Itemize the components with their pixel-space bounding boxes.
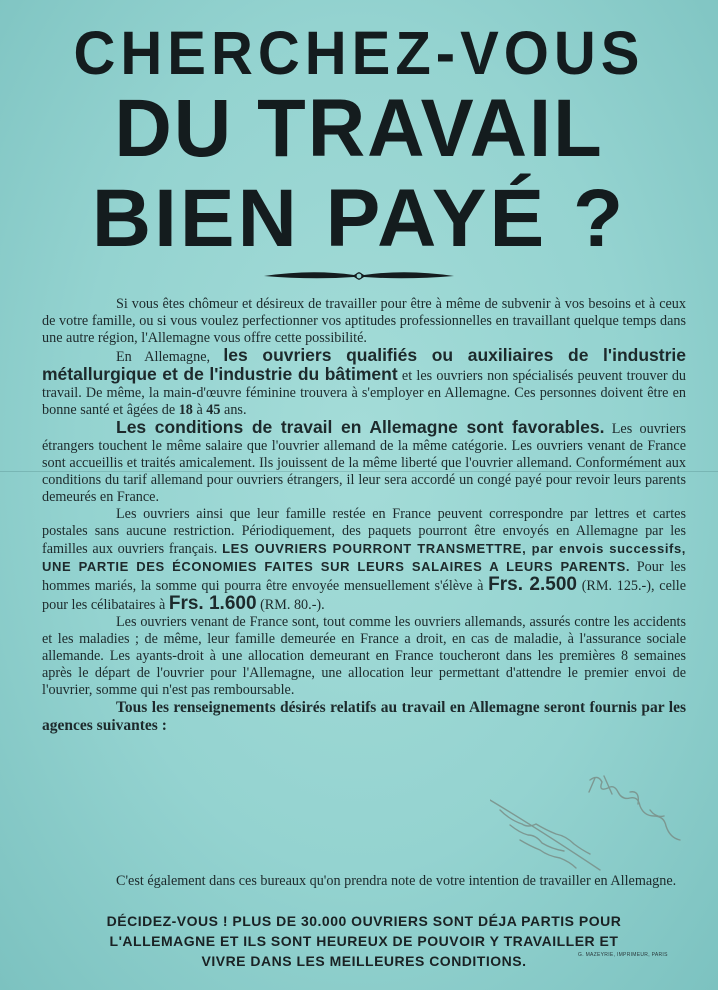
rm-single: (RM. 80.-). <box>260 597 325 613</box>
age-to: 45 <box>206 402 221 418</box>
closing-line-3: VIVRE DANS LES MEILLEURES CONDITIONS. <box>201 953 527 969</box>
closing-line-2: L'ALLEMAGNE ET ILS SONT HEUREUX DE POUVOIR Y TRAVAILLER ET <box>109 933 619 949</box>
workers-bold: les ouvriers qualifiés ou auxiliaires de l'industrie métallurgique et de l'industrie du bâtiment <box>42 345 686 384</box>
printer-credit: G. MAZEYRIE, IMPRIMEUR, PARIS <box>578 952 668 958</box>
age-unit: ans. <box>224 402 247 418</box>
handwritten-note <box>490 770 690 880</box>
married-text: Pour les hommes mariés, la somme qui pourra être envoyée mensuellement s'élève à <box>42 559 686 594</box>
workers-intro: En Allemagne, <box>116 349 211 365</box>
title-line-1: CHERCHEZ-VOUS <box>73 19 645 88</box>
paragraph-agencies: Tous les renseignements désirés relatifs au travail en Allemagne seront fournis par les agences suivantes : <box>42 699 686 734</box>
paragraph-savings <box>42 506 686 614</box>
paragraph-conditions <box>42 419 686 506</box>
closing-line-1: DÉCIDEZ-VOUS ! PLUS DE 30.000 OUVRIERS SONT DÉJA PARTIS POUR <box>106 913 622 929</box>
ornament-divider <box>262 266 456 286</box>
conditions-rest: Les ouvriers étrangers touchent le même salaire que l'ouvrier allemand de la même catégorie. Les ouvriers venant de France sont accueillis et traités amicalement. Ils jouissent de la même liberté que l'ouvrier allemand. Conformément aux conditions du tarif allemand pour ouvriers étrangers, il leur sera accordé un congé payé pour revoir leurs parents demeurés en France. <box>42 421 686 505</box>
conditions-bold: Les conditions de travail en Allemagne sont favorables. <box>116 417 605 437</box>
age-from: 18 <box>178 402 193 418</box>
age-and: à <box>196 402 203 418</box>
single-text: celle pour les célibataires à <box>42 578 687 613</box>
savings-text: Les ouvriers ainsi que leur famille restée en France peuvent correspondre par lettres et cartes postales sans aucune restriction. Périodiquement, des paquets pourront être envoyés en Allemagne par les familles aux ouvriers français. <box>42 506 686 557</box>
closing-call <box>42 911 686 971</box>
rm-married: (RM. 125.-), <box>581 578 655 594</box>
paragraph-workers <box>42 347 686 419</box>
paragraph-register: C'est également dans ces bureaux qu'on prendra note de votre intention de travailler en Allemagne. <box>116 873 677 889</box>
paragraph-insurance: Les ouvriers venant de France sont, tout comme les ouvriers allemands, assurés contre les accidents et les maladies ; de même, leur famille demeurée en France a droit, en cas de maladie, à l'assurance sociale allemande. Les ayants-droit à une allocation demeurant en France toucheront dans les premières 8 semaines après le départ de l'ouvrier pour l'Allemagne, une allocation leur permettant d'attendre le premier envoi de l'ouvrier, somme qui n'est pas remboursable. <box>42 614 686 698</box>
amount-married: Frs. 2.500 <box>488 574 577 595</box>
paragraph-intro: Si vous êtes chômeur et désireux de travailler pour être à même de subvenir à vos besoins et à ceux de votre famille, ou si vous voulez perfectionner vos aptitudes professionnelles en travaillant quelque temps dans une autre région, l'Allemagne vous offre cette possibilité. <box>42 296 686 346</box>
workers-rest: et les ouvriers non spécialisés peuvent trouver du travail. De même, la main-d'œuvre féminine trouvera à s'employer en Allemagne. Ces personnes doivent être en bonne santé et âgées de <box>42 368 687 418</box>
savings-caps: LES OUVRIERS POURRONT TRANSMETTRE, par envois successifs, UNE PARTIE DES ÉCONOMIES FAITES SUR LEURS SALAIRES A LEURS PARENTS. <box>42 541 687 574</box>
body-text <box>42 296 686 735</box>
title-line-2: DU TRAVAIL <box>114 83 604 174</box>
amount-single: Frs. 1.600 <box>168 593 257 614</box>
title-line-3: BIEN PAYÉ ? <box>91 173 627 264</box>
